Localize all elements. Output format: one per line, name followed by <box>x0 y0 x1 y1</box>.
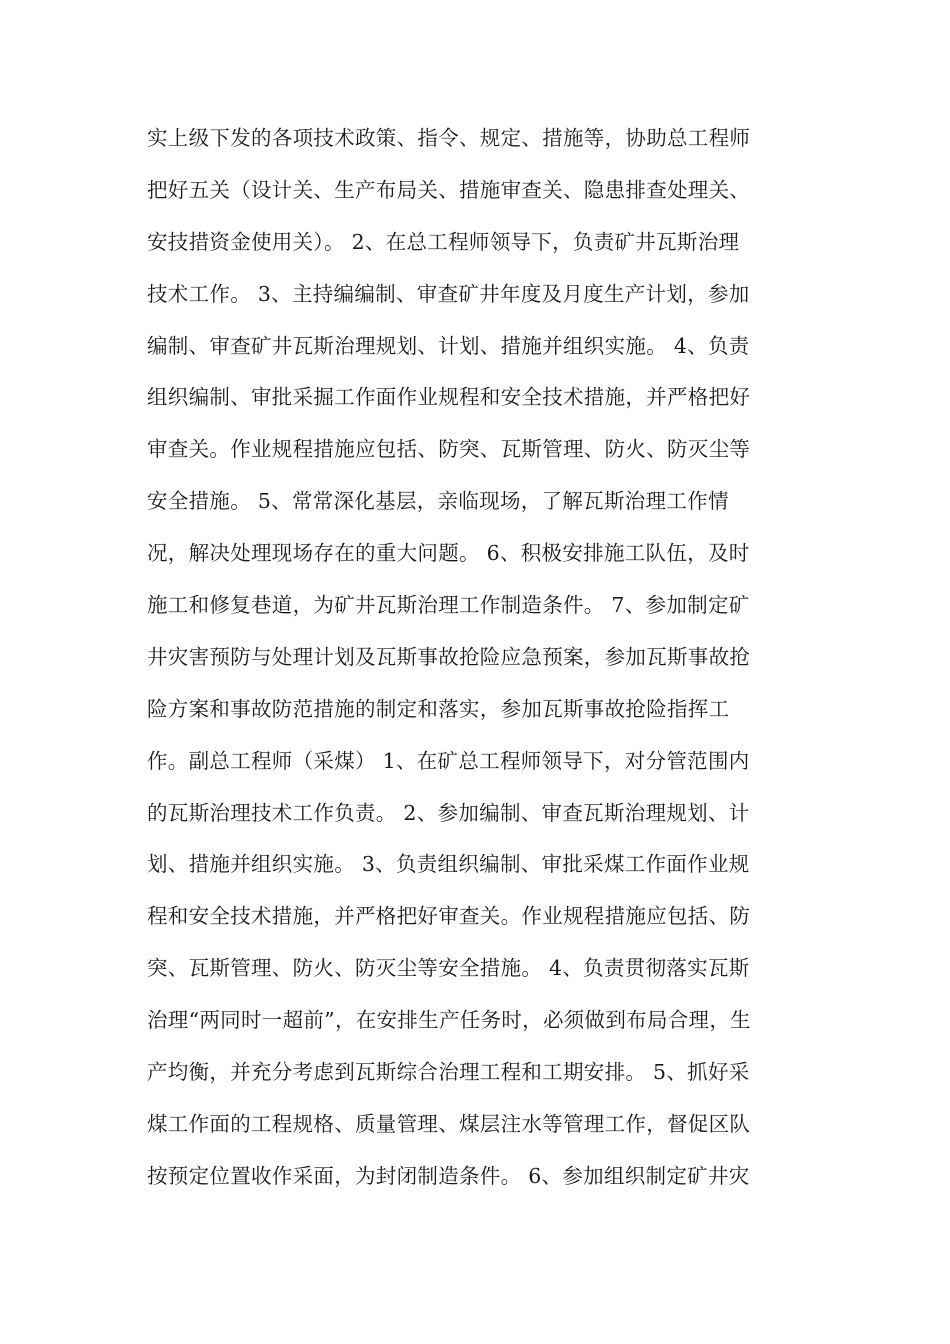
text-line: 审查关。作业规程措施应包括、防突、瓦斯管理、防火、防灭尘等 <box>147 437 751 462</box>
text-line: 治理“两同时一超前”，在安排生产任务时，必须做到布局合理，生 <box>147 1008 751 1033</box>
text-line: 技术工作。 3、主持编编制、审查矿井年度及月度生产计划，参加 <box>147 281 750 306</box>
text-line: 井灾害预防与处理计划及瓦斯事故抢险应急预案，参加瓦斯事故抢 <box>147 644 751 669</box>
text-line: 按预定位置收作采面，为封闭制造条件。 6、参加组织制定矿井灾 <box>147 1163 750 1188</box>
text-line: 安全措施。 5、常常深化基层，亲临现场，了解瓦斯治理工作情 <box>147 489 729 514</box>
text-line: 险方案和事故防范措施的制定和落实，参加瓦斯事故抢险指挥工 <box>147 696 730 721</box>
text-line: 况，解决处理现场存在的重大问题。 6、积极安排施工队伍，及时 <box>147 541 750 566</box>
text-line: 安技措资金使用关）。 2、在总工程师领导下，负责矿井瓦斯治理 <box>147 229 740 254</box>
text-line: 突、瓦斯管理、防火、防灭尘等安全措施。 4、负责贯彻落实瓦斯 <box>147 956 750 981</box>
text-line: 施工和修复巷道，为矿井瓦斯治理工作制造条件。 7、参加制定矿 <box>147 593 750 618</box>
text-line: 划、措施并组织实施。 3、负责组织编制、审批采煤工作面作业规 <box>147 852 750 877</box>
text-line: 程和安全技术措施，并严格把好审查关。作业规程措施应包括、防 <box>147 904 751 929</box>
body-text <box>147 118 807 1208</box>
text-line: 煤工作面的工程规格、质量管理、煤层注水等管理工作，督促区队 <box>147 1111 751 1136</box>
text-line: 的瓦斯治理技术工作负责。 2、参加编制、审查瓦斯治理规划、计 <box>147 800 750 825</box>
text-line: 编制、审查矿井瓦斯治理规划、计划、措施并组织实施。 4、负责 <box>147 333 750 358</box>
text-line: 实上级下发的各项技术政策、指令、规定、措施等，协助总工程师 <box>147 126 751 150</box>
text-line: 产均衡，并充分考虑到瓦斯综合治理工程和工期安排。 5、抓好采 <box>147 1060 750 1085</box>
text-line: 作。副总工程师（采煤） 1、在矿总工程师领导下，对分管范围内 <box>147 748 750 773</box>
text-line: 把好五关（设计关、生产布局关、措施审查关、隐患排查处理关、 <box>147 177 751 202</box>
text-line: 组织编制、审批采掘工作面作业规程和安全技术措施，并严格把好 <box>147 385 751 410</box>
